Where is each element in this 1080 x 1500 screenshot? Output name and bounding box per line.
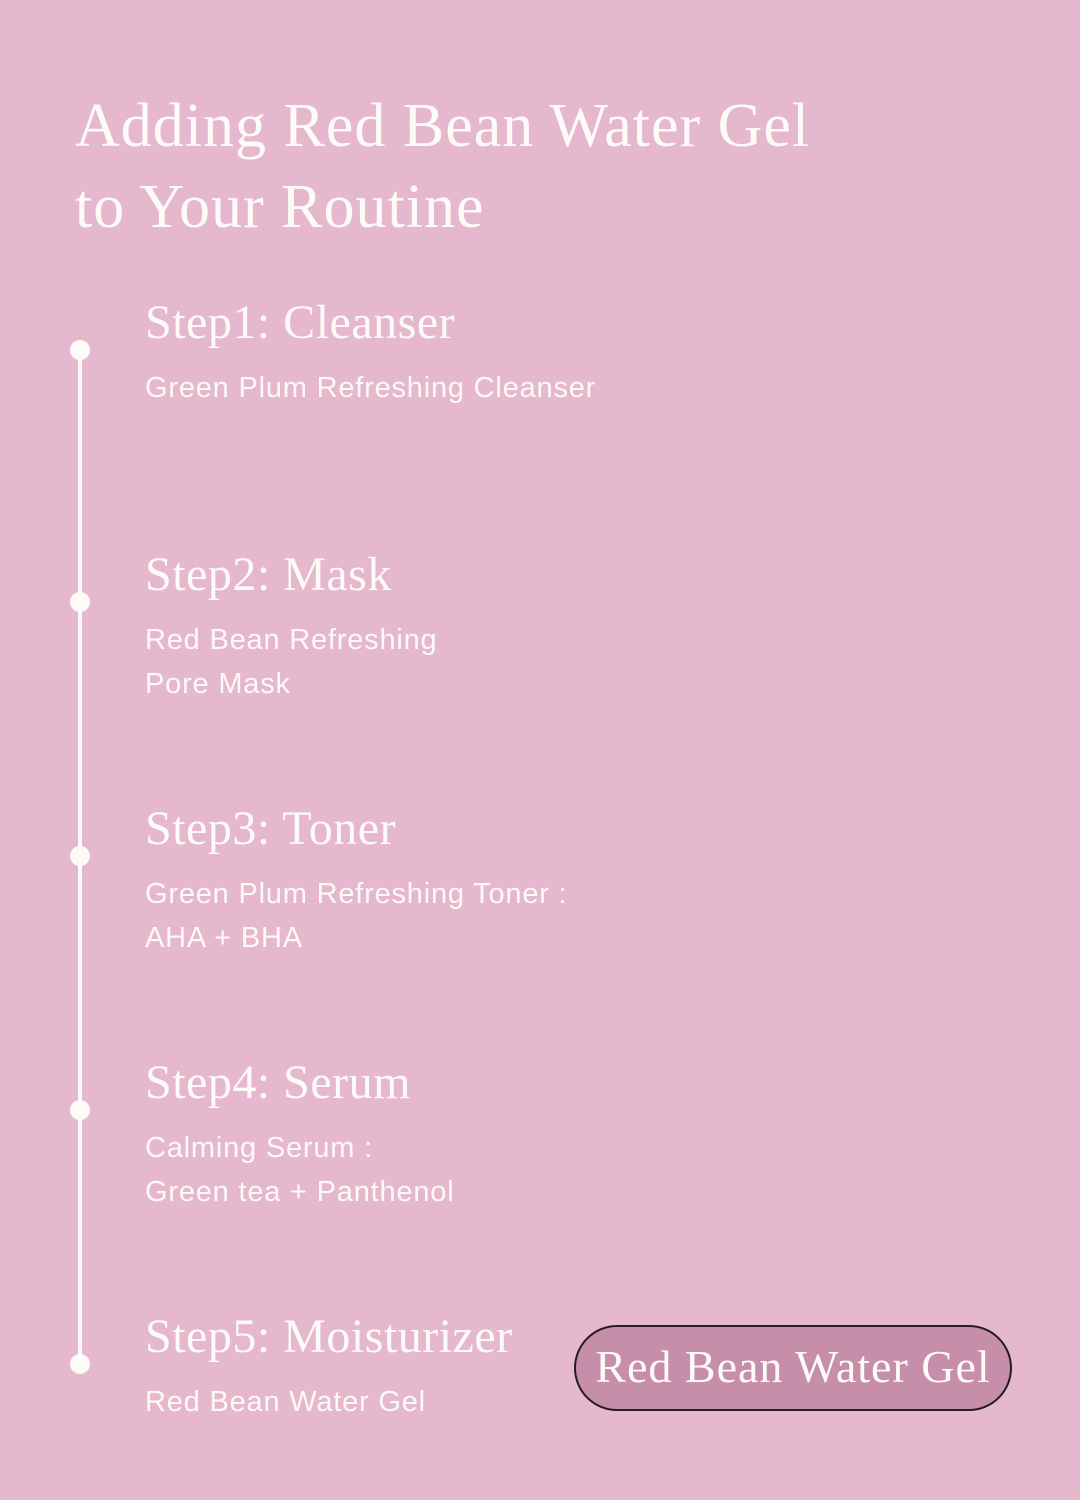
step-detail-line: Calming Serum :	[145, 1132, 373, 1164]
step-item-cleanser	[145, 294, 965, 410]
step-heading: Step2: Mask	[145, 548, 392, 601]
step-item-serum	[145, 1054, 965, 1214]
step-detail-line: Red Bean Refreshing	[145, 624, 438, 656]
step-heading: Step3: Toner	[145, 802, 397, 855]
step-detail-line: Green tea + Panthenol	[145, 1176, 455, 1208]
step-detail-line: Green Plum Refreshing Toner :	[145, 878, 568, 910]
step-details	[145, 618, 965, 706]
timeline-dot-step3	[70, 846, 90, 866]
timeline-dot-step4	[70, 1100, 90, 1120]
step-detail-line: Green Plum Refreshing Cleanser	[145, 372, 597, 404]
red-bean-water-gel-badge	[574, 1325, 1012, 1411]
step-item-mask	[145, 546, 965, 706]
step-details	[145, 1126, 965, 1214]
timeline-dot-step2	[70, 592, 90, 612]
step-detail-line: Pore Mask	[145, 668, 291, 700]
page-title-line2: to Your Routine	[75, 173, 485, 241]
step-details	[145, 872, 965, 960]
step-detail-line: AHA + BHA	[145, 922, 303, 954]
page-title-line1: Adding Red Bean Water Gel	[75, 92, 811, 160]
step-item-toner	[145, 800, 965, 960]
page-title	[75, 86, 810, 248]
step-heading: Step4: Serum	[145, 1056, 411, 1109]
step-heading: Step1: Cleanser	[145, 296, 456, 349]
badge-label: Red Bean Water Gel	[595, 1340, 991, 1392]
step-detail-line: Red Bean Water Gel	[145, 1386, 426, 1418]
step-details	[145, 366, 965, 410]
timeline-dot-step5	[70, 1354, 90, 1374]
timeline-dot-step1	[70, 340, 90, 360]
step-heading: Step5: Moisturizer	[145, 1310, 513, 1363]
